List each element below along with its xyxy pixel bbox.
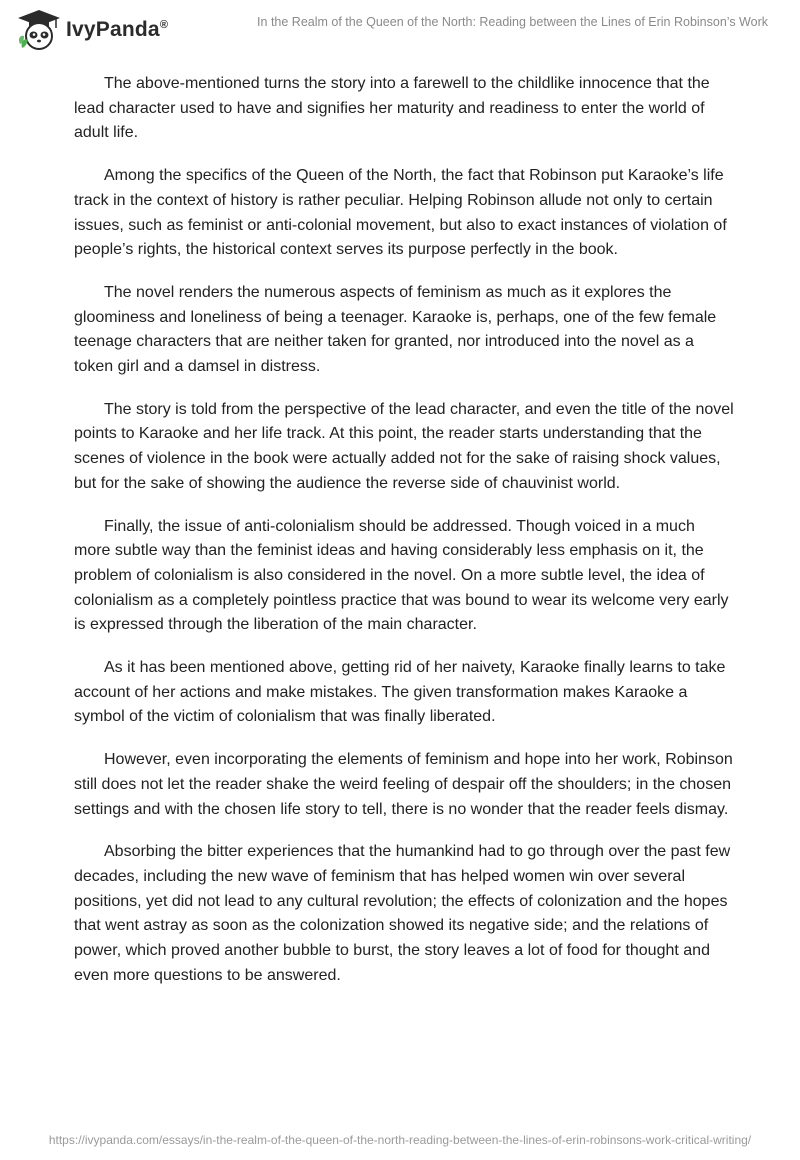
document-title: In the Realm of the Queen of the North: Reading between the Lines of Erin Robinson’s Work bbox=[257, 15, 768, 29]
ivypanda-logo[interactable] bbox=[16, 8, 168, 52]
source-url-link[interactable]: https://ivypanda.com/essays/in-the-realm-of-the-queen-of-the-north-reading-between-the-lines-of-erin-robinsons-work-critical-writing/ bbox=[48, 1133, 752, 1147]
paragraph: Absorbing the bitter experiences that the humankind had to go through over the past few decades, including the new wave of feminism that has helped women win over several positions, yet did not lead to any cultural revolution; the effects of colonization and the hopes that went astray as soon as the colonization showed its negative side; and the relations of power, which proved another bubble to burst, the story leaves a lot of food for thought and even more questions to be answered. bbox=[74, 843, 731, 984]
paragraph: The story is told from the perspective of the lead character, and even the title of the novel points to Karaoke and her life track. At this point, the reader starts understanding that the scenes of violence in the book were actually added not for the sake of raising shock values, but for the sake of showing the audience the reverse side of chauvinist world. bbox=[74, 400, 734, 492]
paragraph: The novel renders the numerous aspects of feminism as much as it explores the gloominess and loneliness of being a teenager. Karaoke is, perhaps, one of the few female teenage characters that are neither taken for granted, nor introduced into the novel as a token girl and a damsel in distress. bbox=[74, 283, 717, 376]
paragraph: The above-mentioned turns the story into a farewell to the childlike innocence that the lead character used to have and signifies her maturity and readiness to enter the world of adult life. bbox=[74, 75, 710, 142]
registered-mark: ® bbox=[159, 19, 169, 31]
brand-name: IvyPanda® bbox=[66, 18, 169, 41]
paragraph: Among the specifics of the Queen of the North, the fact that Robinson put Karaoke’s life track in the context of history is rather peculiar. Helping Robinson allude not only to certain issues, such as feminist or anti-colonial movement, but also to exact instances of violation of people’s rights, the historical context serves its purpose perfectly in the book. bbox=[74, 167, 727, 259]
paragraph: As it has been mentioned above, getting rid of her naivety, Karaoke finally learns to take account of her actions and make mistakes. The given transformation makes Karaoke a symbol of the victim of colonialism that was finally liberated. bbox=[74, 659, 726, 726]
essay-body bbox=[74, 72, 734, 1007]
panda-graduate-icon bbox=[16, 8, 62, 52]
paragraph: However, even incorporating the elements of feminism and hope into her work, Robinson still does not let the reader shake the weird feeling of despair off the shoulders; in the chosen settings and with the chosen life story to tell, there is no wonder that the reader feels dismay. bbox=[74, 751, 733, 818]
paragraph: Finally, the issue of anti-colonialism should be addressed. Though voiced in a much more subtle way than the feminist ideas and having considerably less emphasis on it, the problem of colonialism is also considered in the novel. On a more subtle level, the idea of colonialism as a completely pointless practice that was bound to wear its welcome very early is expressed through the liberation of the main character. bbox=[74, 517, 729, 634]
